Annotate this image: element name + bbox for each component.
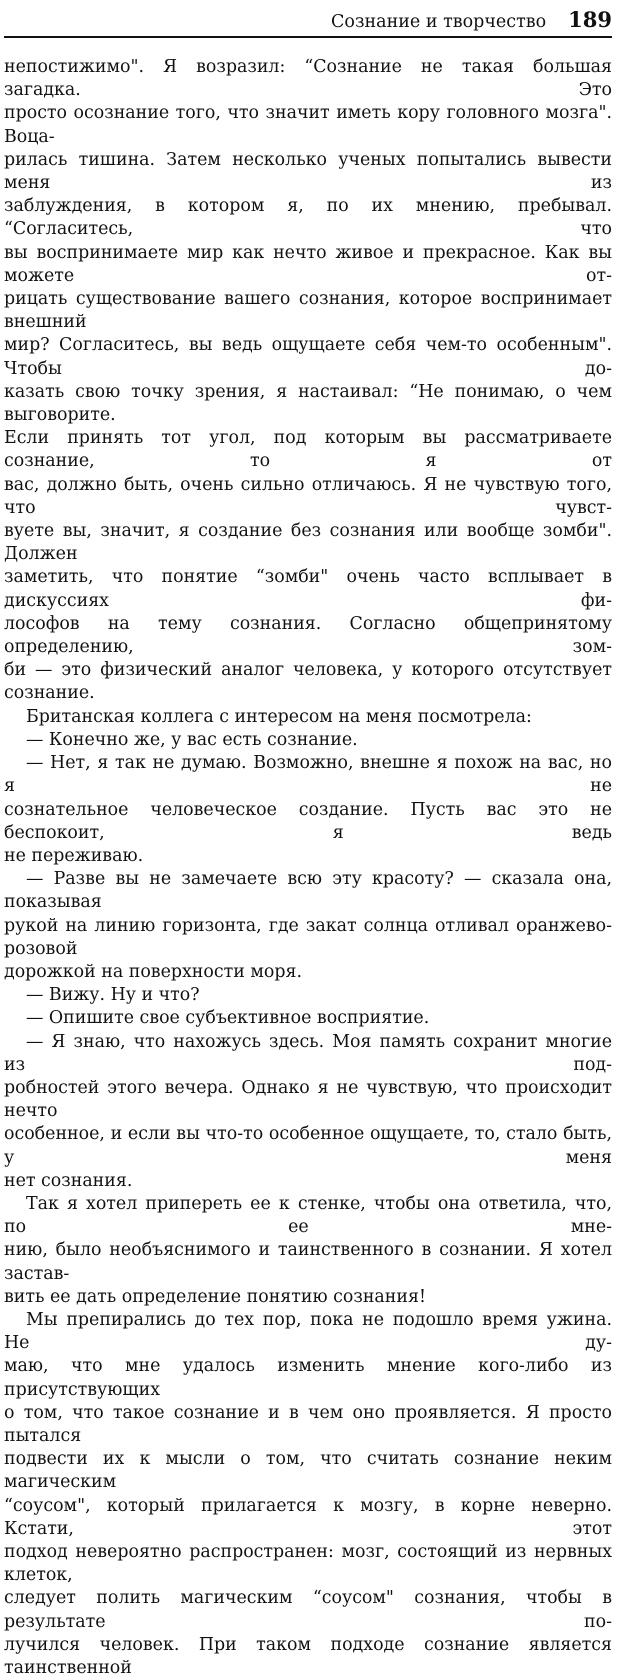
text-line: — Нет, я так не думаю. Возможно, внешне я похож на вас, но я не	[4, 753, 612, 797]
text-line: лософов на тему сознания. Согласно общепринятому определению, зом-	[4, 613, 612, 658]
text-line: сознательное человеческое создание. Пусть вас это не беспокоит, я ведь	[4, 799, 612, 843]
text-line: — Разве вы не замечаете всю эту красоту? — сказала она, показывая	[4, 869, 612, 913]
text-line: Мы препирались до тех пор, пока не подошло время ужина. Не ду-	[4, 1309, 612, 1354]
text-line: казать свою точку зрения, я настаивал: “Не понимаю, о чем выговорите.	[4, 381, 612, 426]
text-line: рукой на линию горизонта, где закат солнца отливал оранжево-розовой	[4, 915, 612, 959]
text-line: Если принять тот угол, под которым вы рассматриваете сознание, то я от	[4, 428, 612, 472]
text-line: — Конечно же, у вас есть сознание.	[26, 729, 358, 750]
text-line: заблуждения, в котором я, по их мнению, пребывал. “Согласитесь, что	[4, 196, 612, 240]
text-line: маю, что мне удалось изменить мнение кого-либо из присутствующих	[4, 1356, 612, 1400]
text-line: подход невероятно распространен: мозг, состоящий из нервных клеток,	[4, 1542, 612, 1586]
text-line: Так я хотел припереть ее к стенке, чтобы она ответила, что, по ее мне-	[4, 1193, 612, 1238]
text-line: вить ее дать определение понятию сознания!	[4, 1286, 426, 1307]
text-line: — Я знаю, что нахожусь здесь. Моя память сохранит многие из под-	[4, 1031, 612, 1075]
text-line: — Вижу. Ну и что?	[26, 985, 200, 1006]
text-line: следует полить магическим “соусом" сознания, чтобы в результате по-	[4, 1588, 612, 1632]
text-line: подвести их к мысли о том, что считать сознание неким магическим	[4, 1449, 612, 1493]
text-line: “соусом", который прилагается к мозгу, в корне неверно. Кстати, этот	[4, 1495, 612, 1539]
text-line: рилась тишина. Затем несколько ученых попытались вывести меня из	[4, 149, 612, 194]
text-line: лучился человек. При таком подходе сознание является таинственной	[4, 1634, 612, 1679]
text-line: заметить, что понятие “зомби" очень часто всплывает в дискуссиях фи-	[4, 567, 612, 611]
text-line: мир? Согласитесь, вы ведь ощущаете себя чем-то особенным". Чтобы до-	[4, 335, 612, 379]
page-number: 189	[568, 7, 612, 32]
body-text	[4, 56, 612, 1680]
text-line: нию, было необъяснимого и таинственного в сознании. Я хотел застав-	[4, 1240, 612, 1284]
page-header	[4, 0, 612, 38]
text-line: рицать существование вашего сознания, которое воспринимает внешний	[4, 289, 612, 333]
text-line: вуете вы, значит, я создание без сознания или вообще зомби". Должен	[4, 521, 612, 565]
text-line: би — это физический аналог человека, у которого отсутствует сознание.	[4, 660, 612, 704]
text-line: особенное, и если вы что-то особенное ощущаете, то, стало быть, у меня	[4, 1124, 612, 1168]
text-line: дорожкой на поверхности моря.	[4, 961, 302, 982]
running-title: Сознание и творчество	[331, 12, 547, 32]
text-line: вы воспринимаете мир как нечто живое и прекрасное. Как вы можете от-	[4, 242, 612, 286]
text-line: Британская коллега с интересом на меня посмотрела:	[26, 706, 532, 727]
text-line: — Опишите свое субъективное восприятие.	[26, 1008, 430, 1029]
text-line: о том, что такое сознание и в чем оно проявляется. Я просто пытался	[4, 1402, 612, 1446]
text-line: просто осознание того, что значит иметь кору головного мозга". Воца-	[4, 103, 612, 147]
text-line: непостижимо". Я возразил: “Сознание не такая большая загадка. Это	[4, 57, 612, 101]
text-line: вас, должно быть, очень сильно отличаюсь. Я не чувствую того, что чувст-	[4, 474, 612, 518]
text-line: нет сознания.	[4, 1170, 133, 1191]
text-line: робностей этого вечера. Однако я не чувствую, что происходит нечто	[4, 1077, 612, 1122]
text-line: не переживаю.	[4, 845, 144, 866]
